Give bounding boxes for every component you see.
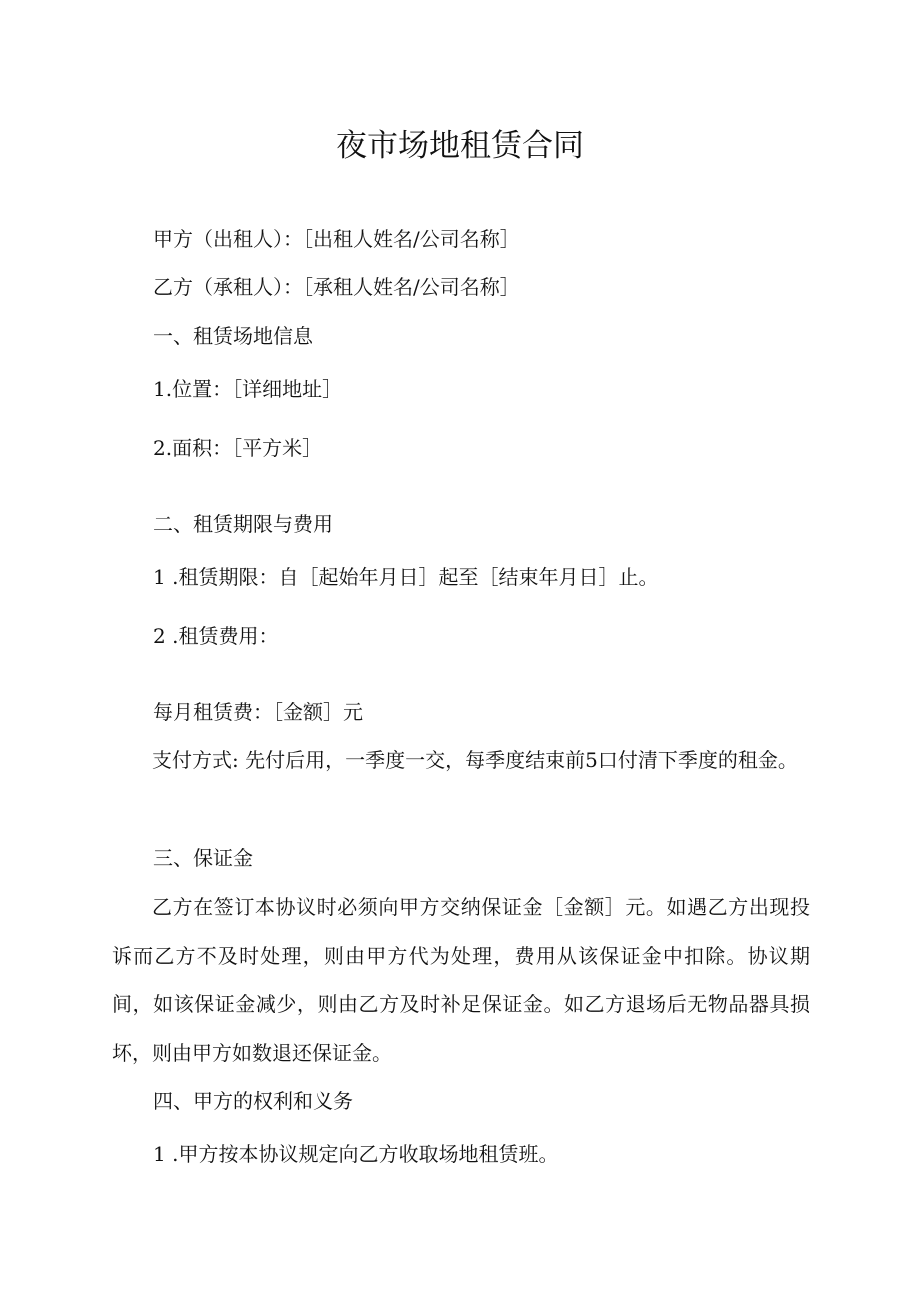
section-2-item-fee: 2 .租赁费用：	[153, 624, 279, 648]
section-1-item-area: 2.面积：［平方米］	[153, 436, 323, 460]
monthly-fee-line: 每月租赁费：［金额］元	[153, 700, 363, 724]
section-4-heading: 四、甲方的权利和义务	[153, 1089, 353, 1113]
payment-method-paragraph: 支付方式: 先付后用，一季度一交，每季度结束前5口付清下季度的租金。	[152, 748, 798, 772]
section-1-item-location: 1.位置：［详细地址］	[153, 377, 343, 401]
section-3-heading: 三、保证金	[153, 846, 253, 870]
section-2-item-term: 1 .租赁期限：自［起始年月日］起至［结束年月日］止。	[153, 565, 659, 589]
party-b-line: 乙方（承租人）：［承租人姓名/公司名称］	[153, 275, 520, 299]
deposit-paragraph: 乙方在签订本协议时必须向甲方交纳保证金［金额］元。如遇乙方出现投诉而乙方不及时处理，则由甲方代为处理，费用从该保证金中扣除。协议期间，如该保证金减少，则由乙方及时补足保证金。如乙方退场后无物品器具损坏，则由甲方如数退还保证金。	[112, 895, 810, 1065]
section-1-heading: 一、租赁场地信息	[153, 324, 313, 348]
section-4-item-1: 1 .甲方按本协议规定向乙方收取场地租赁班。	[153, 1142, 559, 1166]
section-2-heading: 二、租赁期限与费用	[153, 512, 333, 536]
document-title: 夜市场地租赁合同	[336, 128, 584, 164]
party-a-line: 甲方（出租人）：［出租人姓名/公司名称］	[153, 227, 520, 251]
